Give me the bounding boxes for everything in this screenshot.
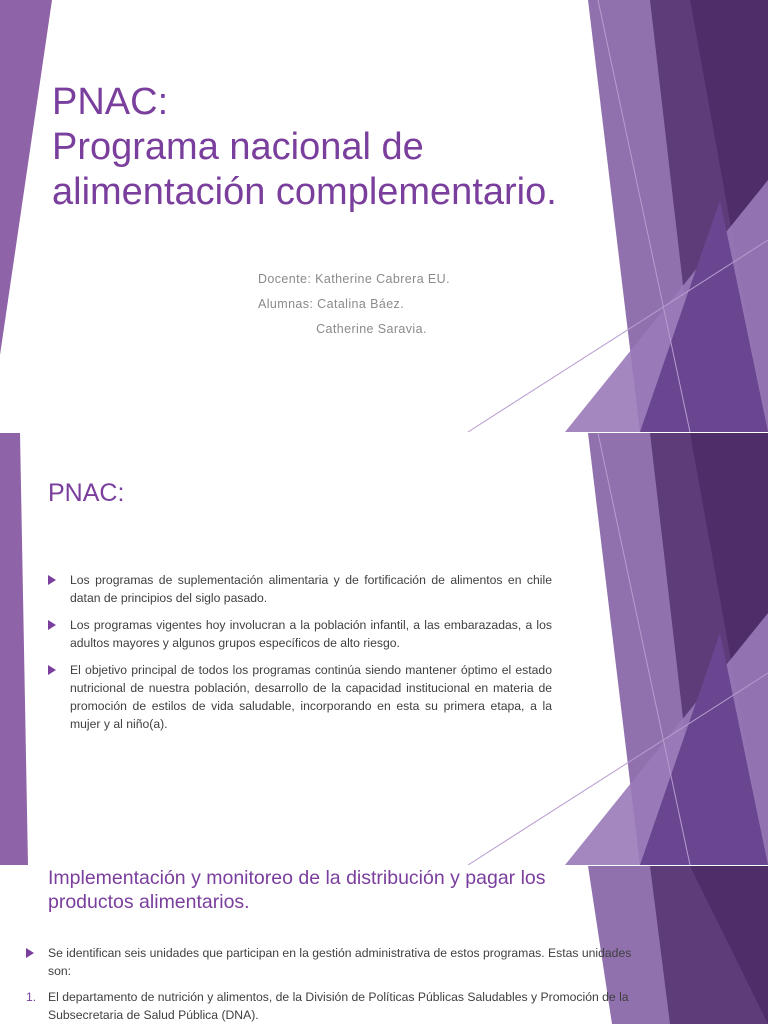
list-item (48, 571, 552, 607)
slide-title: PNAC: (48, 479, 125, 507)
item-text: El departamento de nutrición y alimentos, de la División de Políticas Públicas Saludables y Promoción de la Subsecretaria de Salud Pública (DNA). (48, 990, 629, 1022)
bullet-text: Los programas de suplementación alimentaria y de fortificación de alimentos en chile datan de principios del siglo pasado. (70, 573, 552, 605)
students-line: Alumnas: Catalina Báez. (258, 297, 405, 311)
presentation-title (52, 80, 692, 215)
content-slide-pnac (0, 433, 768, 865)
triangle-bullet-icon (48, 620, 56, 630)
title-line: alimentación complementario. (52, 171, 557, 213)
credits (258, 267, 450, 342)
numbered-item (26, 988, 656, 1024)
bullet-text: El objetivo principal de todos los programas continúa siendo mantener óptimo el estado nutricional de nuestra población, desarrollo de la capacidad institucional en materia de promoción de estilos de vida saludable, incorporando en esta su primera etapa, a la mujer y al niño(a). (70, 663, 552, 731)
teacher-line: Docente: Katherine Cabrera EU. (258, 272, 450, 286)
list-item (26, 944, 656, 980)
bullet-text: Los programas vigentes hoy involucran a la población infantil, a las embarazadas, a los adultos mayores y algunos grupos específicos de alto riesgo. (70, 618, 552, 650)
triangle-bullet-icon (26, 948, 34, 958)
triangle-bullet-icon (48, 575, 56, 585)
content-slide-implementation (0, 866, 768, 1024)
title-line: Programa nacional de (52, 126, 424, 168)
triangle-bullet-icon (48, 665, 56, 675)
item-number: 1. (26, 990, 37, 1004)
bullet-list (48, 571, 552, 742)
slide-title: Implementación y monitoreo de la distribución y pagar los productos alimentarios. (48, 867, 546, 913)
slide-decoration (0, 0, 768, 432)
bullet-text: Se identifican seis unidades que participan en la gestión administrativa de estos programas. Estas unidades son: (48, 946, 632, 978)
list-item (48, 616, 552, 652)
students-line-2: Catherine Saravia. (258, 322, 427, 336)
title-slide (0, 0, 768, 432)
title-line: PNAC: (52, 81, 169, 123)
list-item (48, 661, 552, 733)
slide-body (26, 944, 656, 1024)
